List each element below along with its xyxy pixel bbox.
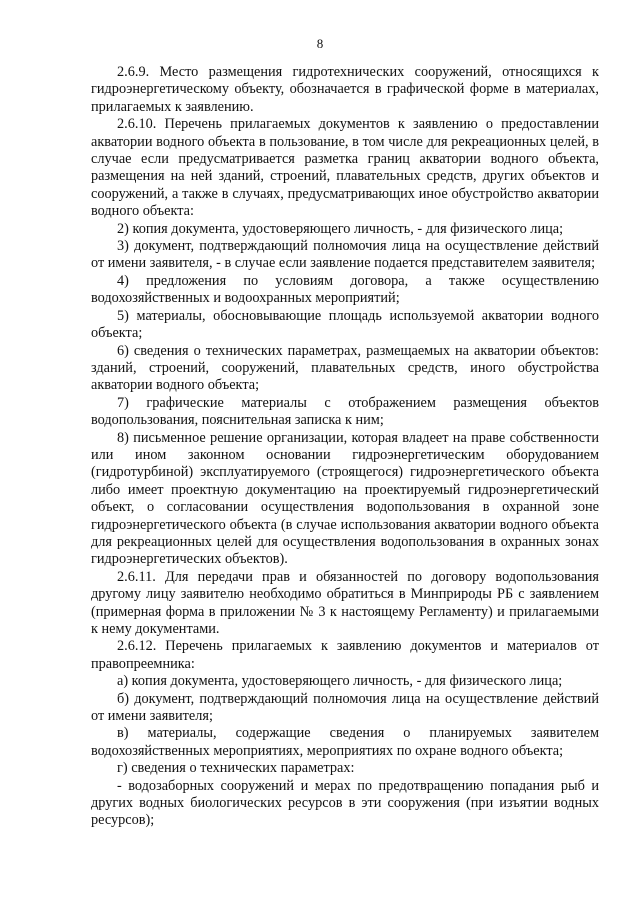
list-item-dash: - водозаборных сооружений и мерах по предотвращению попадания рыб и других водных биологических ресурсов в эти сооружения (при изъятии водных ресурсов);: [91, 777, 599, 829]
list-item-8: 8) письменное решение организации, которая владеет на праве собственности или ином законном основании гидроэнергетическим оборудованием (гидротурбиной) эксплуатируемого (строящегося) гидроэнергетического объекта либо имеет проектную документацию на проектируемый гидроэнергетический объект, о согласовании осуществления водопользования в охранной зоне гидроэнергетического объекта (в случае использования акватории водного объекта для рекреационных целей для осуществления водопользования в охранных зонах гидроэнергетических объектов).: [91, 429, 599, 568]
list-item-v: в) материалы, содержащие сведения о планируемых заявителем водохозяйственных мероприятиях, мероприятиях по охране водного объекта;: [91, 725, 599, 759]
list-item-a: а) копия документа, удостоверяющего личность, - для физического лица;: [117, 673, 563, 690]
list-item-g: г) сведения о технических параметрах:: [117, 760, 355, 777]
list-item-b: б) документ, подтверждающий полномочия лица на осуществление действий от имени заявителя;: [91, 690, 599, 725]
list-item-3: 3) документ, подтверждающий полномочия лица на осуществление действий от имени заявителя, - в случае если заявление подается представителем заявителя;: [91, 238, 599, 272]
page-body: [91, 64, 599, 830]
list-item-7: 7) графические материалы с отображением размещения объектов водопользования, пояснительная записка к ним;: [91, 394, 599, 429]
paragraph-2-6-10: 2.6.10. Перечень прилагаемых документов к заявлению о предоставлении акватории водного объекта в пользование, в том числе для рекреационных целей, в случае если предусматривается разметка границ акватории водного объекта, размещения на ней зданий, строений, плавательных средств, других объектов и сооружений, а также в случаях, предусматривающих иное обустройство акватории водного объекта:: [91, 116, 599, 220]
page-number: 8: [316, 36, 324, 51]
list-item-5: 5) материалы, обосновывающие площадь используемой акватории водного объекта;: [91, 307, 599, 342]
paragraph-2-6-12: 2.6.12. Перечень прилагаемых к заявлению документов и материалов от правопреемника:: [91, 638, 599, 672]
list-item-4: 4) предложения по условиям договора, а также осуществлению водохозяйственных и водоохранных мероприятий;: [91, 272, 599, 307]
paragraph-2-6-9: 2.6.9. Место размещения гидротехнических сооружений, относящихся к гидроэнергетическому объекту, обозначается в графической форме в материалах, прилагаемых к заявлению.: [91, 64, 599, 115]
paragraph-2-6-11: 2.6.11. Для передачи прав и обязанностей по договору водопользования другому лицу заявителю необходимо обратиться в Минприроды РБ с заявлением (примерная форма в приложении № 3 к настоящему Регламенту) и прилагаемыми к нему документами.: [91, 568, 599, 637]
list-item-2: 2) копия документа, удостоверяющего личность, - для физического лица;: [117, 220, 564, 237]
list-item-6: 6) сведения о технических параметрах, размещаемых на акватории объектов: зданий, строений, сооружений, плавательных средств, иного обустройства акватории водного объекта;: [91, 342, 599, 394]
